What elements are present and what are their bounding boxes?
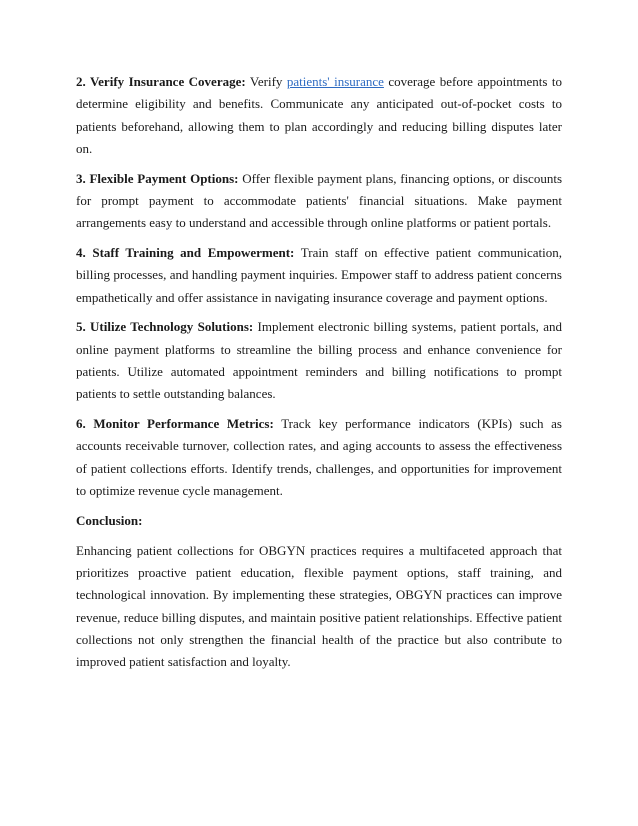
patients-insurance-link[interactable]: patients' insurance — [286, 74, 384, 89]
section-flexible-payment — [76, 168, 562, 235]
section-heading: 6. Monitor Performance Metrics: — [76, 416, 274, 432]
document-body — [76, 71, 562, 681]
section-text: Track key performance indicators (KPIs) such as accounts receivable turnover, collection rates, and aging accounts to assess the effectiveness of patient collections efforts. Identify trends, challenges, and opportunities for improvement to optimize revenue cycle management. — [76, 416, 562, 499]
section-metrics — [76, 413, 562, 502]
conclusion-heading: Conclusion: — [76, 512, 143, 528]
section-heading: 4. Staff Training and Empowerment: — [76, 245, 295, 261]
section-heading: 2. Verify Insurance Coverage: — [76, 74, 246, 89]
section-text: Implement electronic billing systems, patient portals, and online payment platforms to streamline the billing process and enhance convenience for patients. Utilize automated appointment reminders and billing notifications to prompt patients to settle outstanding balances. — [76, 319, 562, 402]
section-text: Verify — [245, 74, 287, 89]
section-staff-training — [76, 242, 562, 309]
section-text: coverage before appointments to determine eligibility and benefits. Communicate any anticipated out-of-pocket costs to patients beforehand, allowing them to plan accordingly and reducing billing disputes later on. — [76, 74, 562, 156]
section-text: Offer flexible payment plans, financing options, or discounts for prompt payment to accommodate patients' financial situations. Make payment arrangements easy to understand and accessible through online platforms or patient portals. — [76, 170, 562, 231]
conclusion-text: Enhancing patient collections for OBGYN practices requires a multifaceted approach that prioritizes proactive patient education, flexible payment options, staff training, and technological innovation. By implementing these strategies, OBGYN practices can improve revenue, reduce billing disputes, and maintain positive patient relationships. Effective patient collections not only strengthen the financial health of the practice but also contribute to improved patient satisfaction and loyalty. — [76, 542, 562, 670]
section-verify-insurance — [76, 71, 562, 160]
section-heading: 5. Utilize Technology Solutions: — [76, 319, 254, 335]
section-technology — [76, 316, 562, 405]
section-text: Train staff on effective patient communication, billing processes, and handling payment inquiries. Empower staff to address patient concerns empathetically and offer assistance in navigating insurance coverage and payment options. — [76, 245, 563, 305]
section-heading: 3. Flexible Payment Options: — [76, 170, 239, 186]
